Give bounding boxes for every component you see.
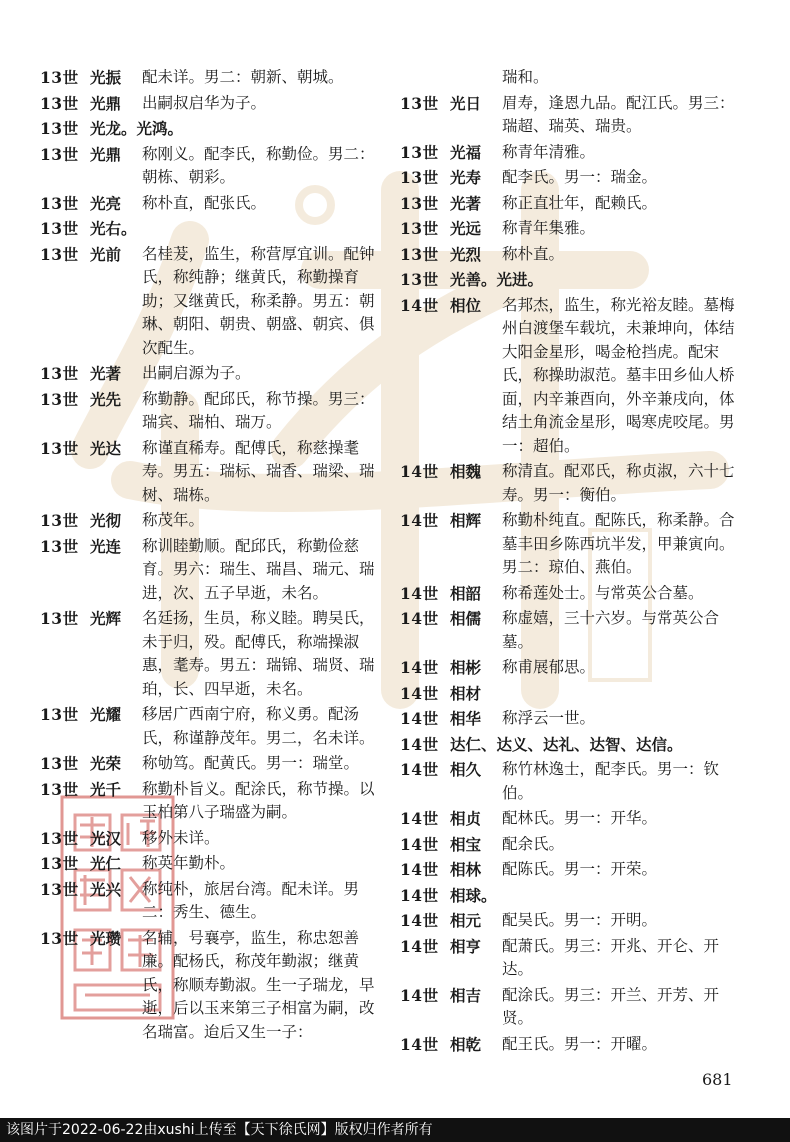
entry-text: 称青年清雅。: [502, 142, 596, 161]
genealogy-entry: [400, 935, 745, 982]
generation-label: 14世: [400, 709, 439, 728]
person-name: 相彬: [450, 658, 482, 677]
entry-text: 配李氏。男一：瑞金。: [502, 168, 658, 186]
generation-label: 13世: [400, 193, 439, 213]
generation-label: 13世: [40, 93, 79, 113]
genealogy-entry: [400, 656, 745, 680]
entry-text: 称谨直稀寿。配傅氏，称慈操耄寿。男五：瑞标、瑞香、瑞梁、瑞树、瑞栋。: [142, 438, 375, 504]
person-name: 光连: [90, 536, 122, 556]
entry-text: 配余氏。: [502, 834, 565, 853]
generation-label: 13世: [40, 511, 79, 530]
person-name: 光耀: [90, 705, 122, 724]
entry-text: 称纯朴，旅居台湾。配未详。男二：秀生、德生。: [142, 879, 360, 921]
person-name: 光瓒: [90, 928, 122, 948]
generation-label: 14世: [400, 734, 439, 754]
generation-label: 13世: [40, 928, 79, 948]
copyright-footer: 该图片于2022-06-22由xushi上传至【天下徐氏网】版权归作者所有: [0, 1118, 790, 1142]
generation-label: 14世: [400, 860, 439, 879]
page-number: 681: [702, 1070, 733, 1089]
generation-label: 14世: [400, 658, 439, 677]
person-name: 光仁: [90, 854, 122, 873]
generation-label: 13世: [40, 119, 79, 138]
generation-label: 13世: [40, 754, 79, 773]
generation-label: 13世: [40, 389, 79, 409]
entry-text: 称刚义。配李氏，称勤俭。男二：朝栋、朝彩。: [142, 144, 375, 186]
genealogy-entry: [400, 217, 745, 241]
person-name: 光烈: [450, 244, 482, 264]
generation-label: 14世: [400, 511, 439, 530]
generation-label: 14世: [400, 936, 439, 956]
generation-label: 13世: [40, 779, 79, 799]
person-name: 光远: [450, 219, 482, 238]
entry-text: 名桂茇，监生，称营厚宜训。配钟氏，称纯静；继黄氏，称勤操育助；又继黄氏，称柔静。男五：朝琳、朝阳、朝贵、朝盛、朝宾、俱次配生。: [142, 244, 375, 357]
generation-label: 13世: [40, 364, 79, 383]
person-name: 光寿: [450, 168, 482, 187]
entry-text: 称勤朴旨义。配涂氏，称节操。以玉柏第八子瑞盛为嗣。: [142, 779, 375, 821]
entry-text: 移居广西南宁府，称义勇。配汤氏，称谨静茂年。男二，名未详。: [142, 705, 375, 747]
genealogy-entry: [40, 217, 385, 241]
genealogy-entry: [400, 166, 745, 190]
person-name: 光彻: [90, 511, 122, 530]
genealogy-entry: [40, 852, 385, 876]
person-name: 光鼎: [90, 93, 122, 113]
entry-text: 名邦杰，监生，称光裕友睦。墓梅州白渡堡车载坑，未兼坤向，体结大阳金星形，喝金枪挡虎。配宋氏，称操助淑范。墓丰田乡仙人桥面，内辛兼酉向，外辛兼戌向，体结土角流金星形，喝寒虎咬尾。男一：超伯。: [502, 295, 735, 455]
continued-text: [400, 66, 745, 90]
generation-label: 13世: [40, 68, 79, 87]
entry-text: [502, 682, 745, 706]
person-name: 相元: [450, 911, 482, 930]
person-name: 相宝: [450, 834, 482, 854]
generation-label: 13世: [400, 270, 439, 289]
genealogy-entry: [400, 294, 745, 459]
entry-text: 称朴直，配张氏。: [142, 193, 267, 212]
person-name: 光右。: [90, 219, 137, 238]
generation-label: 14世: [400, 683, 439, 703]
genealogy-entry: [400, 243, 745, 267]
genealogy-entry: [400, 733, 745, 757]
person-name: 光振: [90, 68, 122, 87]
entry-text: 配未详。男二：朝新、朝城。: [142, 68, 344, 86]
entry-text: 称青年集雅。: [502, 219, 596, 237]
generation-label: 14世: [400, 834, 439, 854]
generation-label: 13世: [400, 168, 439, 187]
person-name: 光先: [90, 389, 122, 409]
entry-text: 名辅，号襄亭，监生，称忠恕善廉。配杨氏，称茂年勤淑；继黄氏，称顺寿勤淑。生一子瑞龙，早逝，后以玉来第三子相富为嗣，改名瑞富。迨后又生一子：: [142, 928, 375, 1041]
entry-text: 称朴直。: [502, 244, 565, 263]
generation-label: 13世: [400, 93, 439, 113]
genealogy-entry: [400, 268, 745, 292]
entry-text: 配王氏。男一：开曜。: [502, 1034, 658, 1053]
entry-text: 称勤朴纯直。配陈氏，称柔静。合墓丰田乡陈西坑半发，甲兼寅向。男二：琼伯、燕伯。: [502, 511, 735, 576]
left-column: [40, 66, 385, 1046]
genealogy-entry: [400, 509, 745, 580]
genealogy-entry: [400, 807, 745, 831]
person-name: 光福: [450, 142, 482, 162]
generation-label: 13世: [40, 854, 79, 873]
entry-text: 称正直壮年，配赖氏。: [502, 193, 658, 212]
person-name: 光千: [90, 779, 122, 799]
person-name: 光日: [450, 93, 482, 113]
entry-text: 出嗣叔启华为子。: [142, 93, 267, 112]
genealogy-entry: [40, 752, 385, 776]
entry-text: 配陈氏。男一：开荣。: [502, 860, 658, 878]
person-name: 相儒: [450, 609, 482, 628]
genealogy-entry: [40, 703, 385, 750]
generation-label: 13世: [40, 144, 79, 164]
generation-label: 13世: [40, 438, 79, 458]
generation-label: 13世: [40, 219, 79, 238]
genealogy-entry: [400, 758, 745, 805]
generation-label: 13世: [40, 244, 79, 264]
genealogy-entry: [40, 143, 385, 190]
person-name: 光鼎: [90, 144, 122, 164]
generation-label: 13世: [40, 536, 79, 556]
generation-label: 13世: [40, 193, 79, 213]
genealogy-entry: [400, 92, 745, 139]
generation-label: 14世: [400, 583, 439, 603]
entry-text: 称希莲处士。与常英公合墓。: [502, 583, 704, 602]
genealogy-entry: [400, 707, 745, 731]
person-name: 光汉: [90, 828, 122, 848]
genealogy-entry: [400, 1033, 745, 1057]
genealogy-entry: [40, 192, 385, 216]
genealogy-entry: [40, 243, 385, 361]
genealogy-entry: [400, 192, 745, 216]
entry-text: 配涂氏。男三：开兰、开芳、开贤。: [502, 985, 720, 1027]
genealogy-entry: [40, 535, 385, 606]
genealogy-entry: [40, 607, 385, 701]
genealogy-entry: [40, 437, 385, 508]
entry-text: 配林氏。男一：开华。: [502, 809, 658, 827]
generation-label: 14世: [400, 885, 439, 905]
person-name: 光达: [90, 438, 122, 458]
person-name: 光龙。光鸿。: [90, 119, 184, 138]
generation-label: 14世: [400, 609, 439, 628]
person-name: 相球。: [450, 885, 497, 905]
genealogy-entry: [400, 460, 745, 507]
genealogy-entry: [40, 362, 385, 386]
person-name: 光著: [90, 364, 122, 383]
person-name: 相韶: [450, 583, 482, 603]
person-name: 相材: [450, 683, 482, 703]
entry-text: 称虚嬉，三十六岁。与常英公合墓。: [502, 609, 720, 651]
genealogy-entry: [40, 509, 385, 533]
person-name: 相吉: [450, 985, 482, 1005]
entry-text: 名廷扬，生员，称义睦。聘吴氏，未于归，殁。配傅氏，称端操淑惠，耄寿。男五：瑞锦、瑞贤、瑞珀，长、四早逝，未名。: [142, 609, 375, 698]
generation-label: 13世: [40, 828, 79, 848]
entry-text: 称勤静。配邱氏，称节操。男三：瑞宾、瑞柏、瑞万。: [142, 389, 375, 431]
generation-label: 14世: [400, 1034, 439, 1054]
person-name: 光辉: [90, 609, 122, 628]
genealogy-entry: [400, 582, 745, 606]
person-name: 相贞: [450, 809, 482, 828]
generation-label: 13世: [40, 609, 79, 628]
person-name: 光著: [450, 193, 482, 213]
entry-text: 瑞和。: [502, 68, 549, 86]
genealogy-entry: [40, 778, 385, 825]
genealogy-entry: [40, 117, 385, 141]
entry-text: 称甫展郁思。: [502, 658, 596, 676]
genealogy-entry: [40, 388, 385, 435]
generation-label: 13世: [400, 219, 439, 238]
generation-label: 14世: [400, 462, 439, 481]
person-name: 相亨: [450, 936, 482, 956]
genealogy-entry: [400, 833, 745, 857]
right-column: [400, 66, 745, 1058]
person-name: 相魏: [450, 462, 482, 481]
entry-text: 称训睦勤顺。配邱氏，称勤俭慈育。男六：瑞生、瑞昌、瑞元、瑞进，次、五子早逝，未名。: [142, 536, 375, 602]
generation-label: 13世: [40, 705, 79, 724]
genealogy-entry: [400, 884, 745, 908]
person-name: 光前: [90, 244, 122, 264]
entry-text: 称茂年。: [142, 511, 205, 529]
genealogy-entry: [40, 827, 385, 851]
entry-text: 称浮云一世。: [502, 709, 596, 727]
person-name: 光兴: [90, 879, 122, 899]
person-name: 相辉: [450, 511, 482, 530]
genealogy-entry: [40, 66, 385, 90]
entry-text: 出嗣启源为子。: [142, 364, 251, 382]
person-name: 相久: [450, 760, 482, 779]
generation-label: 14世: [400, 760, 439, 779]
generation-label: 14世: [400, 295, 439, 315]
entry-text: 称劬笃。配黄氏。男一：瑞堂。: [142, 754, 360, 772]
entry-text: 称英年勤朴。: [142, 854, 236, 872]
person-name: 相林: [450, 860, 482, 879]
entry-text: 眉寿，逢恩九品。配江氏。男三：瑞超、瑞英、瑞贵。: [502, 93, 735, 135]
genealogy-entry: [40, 927, 385, 1045]
person-name: 光荣: [90, 754, 122, 773]
generation-label: 14世: [400, 985, 439, 1005]
entry-text: 称清直。配邓氏，称贞淑，六十七寿。男一：衡伯。: [502, 462, 735, 504]
generation-label: 14世: [400, 911, 439, 930]
person-name: 相乾: [450, 1034, 482, 1054]
generation-label: 13世: [400, 142, 439, 162]
genealogy-entry: [40, 92, 385, 116]
genealogy-entry: [400, 607, 745, 654]
genealogy-entry: [400, 141, 745, 165]
genealogy-entry: [400, 909, 745, 933]
entry-text: 配吴氏。男一：开明。: [502, 911, 658, 929]
person-name: 光亮: [90, 193, 122, 213]
person-name: 相华: [450, 709, 482, 728]
genealogy-entry: [400, 682, 745, 706]
entry-text: 称竹林逸士，配李氏。男一：钦伯。: [502, 760, 720, 802]
genealogy-entry: [400, 858, 745, 882]
generation-label: 14世: [400, 809, 439, 828]
person-name: 光善。光进。: [450, 270, 544, 289]
genealogy-entry: [400, 984, 745, 1031]
person-name: 相位: [450, 295, 482, 315]
person-name: 达仁、达义、达礼、达智、达信。: [450, 734, 683, 754]
entry-text: 配萧氏。男三：开兆、开仑、开达。: [502, 936, 720, 978]
genealogy-entry: [40, 878, 385, 925]
entry-text: 移外未详。: [142, 828, 220, 847]
generation-label: 13世: [400, 244, 439, 264]
generation-label: 13世: [40, 879, 79, 899]
